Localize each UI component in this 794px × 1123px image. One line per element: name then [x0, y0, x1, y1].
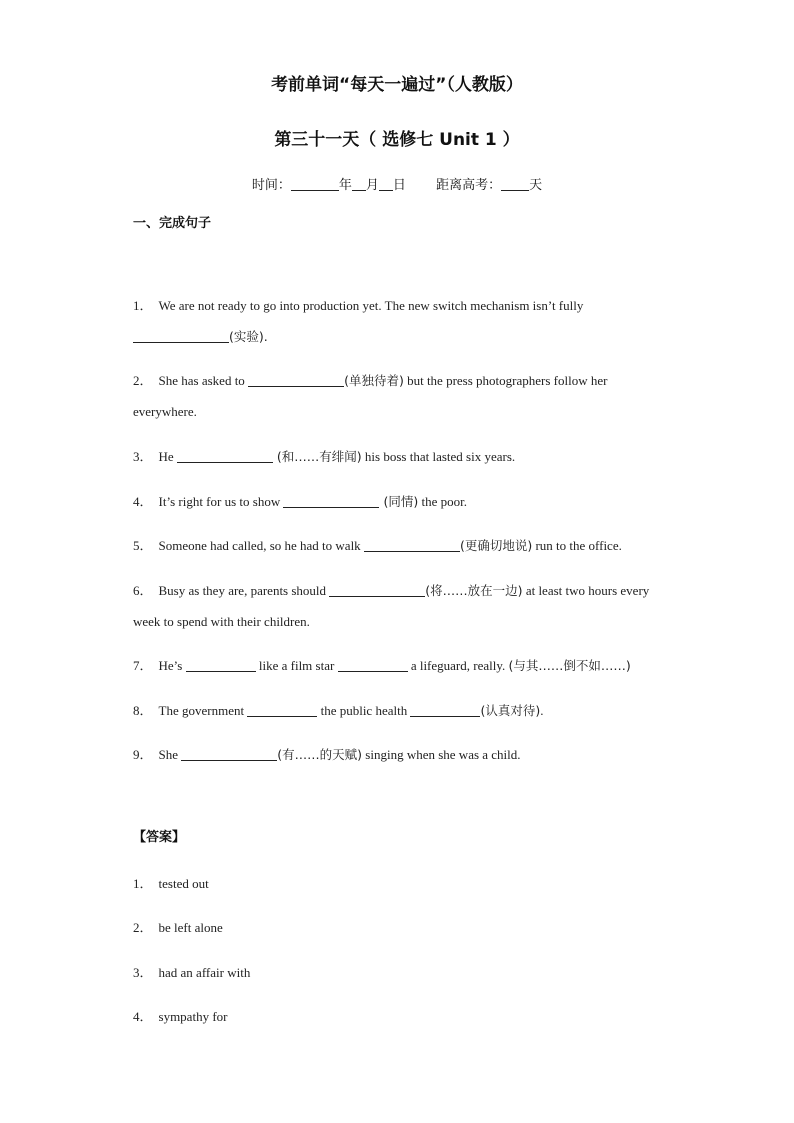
time-label: 时间： — [251, 178, 291, 193]
section-heading: 一、完成句子 — [133, 216, 212, 231]
question-9: 9． She (有……的天赋) singing when she was a child. — [133, 747, 521, 762]
answer-blank[interactable] — [177, 449, 273, 463]
answer-item: 2． be left alone — [133, 920, 223, 935]
answer-blank[interactable] — [186, 658, 256, 672]
answer-blank[interactable] — [248, 373, 344, 387]
answer-item: 4． sympathy for — [133, 1009, 228, 1024]
day-label: 日 — [392, 178, 406, 193]
countdown-unit: 天 — [529, 178, 543, 193]
question-7: 7． He’s like a film star a lifeguard, really. (与其……倒不如……) — [133, 658, 631, 673]
year-label: 年 — [338, 178, 352, 193]
countdown-label: 距离高考： — [436, 178, 502, 193]
question-1: 1． We are not ready to go into production yet. The new switch mechanism isn’t fully (实验). — [133, 298, 584, 344]
question-3: 3． He (和……有绯闻) his boss that lasted six years. — [133, 449, 516, 464]
question-2: 2． She has asked to (单独待着) but the press photographers follow her everywhere. — [133, 373, 608, 419]
question-5: 5． Someone had called, so he had to walk (更确切地说) run to the office. — [133, 538, 622, 553]
page-subtitle: 第三十一天（ 选修七 Unit 1 ） — [274, 130, 520, 150]
question-6: 6． Busy as they are, parents should (将……放在一边) at least two hours every week to spend with their children. — [133, 583, 650, 629]
page-title: 考前单词“每天一遍过”（人教版） — [271, 75, 523, 95]
question-4: 4． It’s right for us to show (同情) the poor. — [133, 494, 467, 509]
answer-blank[interactable] — [410, 703, 480, 717]
answer-blank[interactable] — [364, 538, 460, 552]
question-8: 8． The government the public health (认真对待). — [133, 703, 544, 718]
answer-blank[interactable] — [283, 494, 379, 508]
year-blank — [291, 177, 339, 191]
answer-blank[interactable] — [329, 583, 425, 597]
month-label: 月 — [365, 178, 379, 193]
answers-heading: 【答案】 — [133, 830, 186, 845]
answer-blank[interactable] — [133, 329, 229, 343]
answer-blank[interactable] — [181, 747, 277, 761]
day-blank — [379, 177, 393, 191]
answer-blank[interactable] — [247, 703, 317, 717]
month-blank — [352, 177, 366, 191]
countdown-blank — [501, 177, 529, 191]
answer-blank[interactable] — [338, 658, 408, 672]
answer-item: 3． had an affair with — [133, 965, 251, 980]
date-line — [0, 174, 794, 193]
answer-item: 1． tested out — [133, 876, 209, 891]
